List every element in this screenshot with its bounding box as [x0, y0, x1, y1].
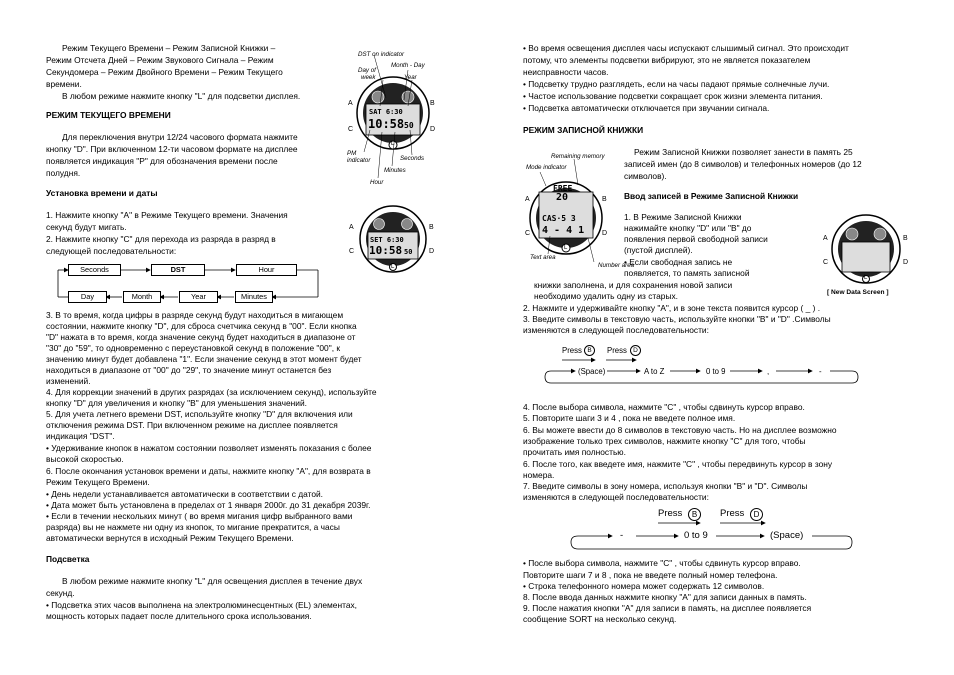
setting-step: автоматически вернутся в исходный Режим Текущего Времени.	[46, 533, 294, 543]
button-c-label: C	[823, 259, 829, 266]
button-l-label: L	[391, 141, 395, 147]
lcd-day-date: SAT 6:30	[369, 108, 403, 116]
entry-step: (пустой дисплей).	[624, 245, 693, 255]
label-mode-indicator: Mode indicator	[526, 164, 567, 171]
entry-step: 3. Введите символы в текстовую часть, используйте кнопки "B" и "D" .Символы	[523, 314, 831, 324]
entry-step: прочитать имя полностью.	[523, 447, 626, 457]
setting-step: 4. Для коррекции значений в других разрядах (за исключением секунд), используйте	[46, 387, 377, 397]
time-mode-line: полудня.	[46, 168, 81, 178]
button-l-label: L	[564, 245, 568, 251]
setting-step: • Удерживание кнопок в нажатом состоянии позволяет изменять показания с более	[46, 443, 372, 453]
button-a-label: A	[348, 100, 353, 107]
label-number-area: Number area	[598, 262, 635, 269]
button-b-label: B	[430, 100, 435, 107]
setting-step: кнопку "D" для увеличения и кнопку "B" для уменьшения значений.	[46, 398, 307, 408]
notebook-line: записей имен (до 8 символов) и телефонных номеров (до 12	[624, 159, 862, 169]
intro-line: Секундомера – Режим Двойного Времени – Режим Текущего	[46, 67, 283, 77]
light-line: мощность которых падает после длительного срока использования.	[46, 611, 312, 621]
setting-step: индикация "DST".	[46, 431, 115, 441]
entry-step: изменяются в следующей последовательности:	[523, 492, 709, 502]
entry-step: изменяются в следующей последовательности:	[523, 325, 709, 335]
heading-entry: Ввод записей в Режиме Записной Книжки	[624, 191, 799, 201]
flow-dst: DST	[151, 264, 205, 276]
entry-step: необходимо удалить одну из старых.	[534, 291, 679, 301]
seq1-button-d: D	[630, 345, 641, 356]
seq2-space: (Space)	[770, 530, 804, 541]
label-day-of-week: week	[361, 74, 376, 81]
final-step: 9. После нажатия кнопки "A" для записи в память, на дисплее появляется	[523, 603, 812, 613]
entry-step: 4. После выбора символа, нажмите "C" , чтобы сдвинуть курсор вправо.	[523, 402, 805, 412]
light-bullet: потому, что элементы подсветки вибрируют, это не является показателем	[523, 55, 811, 65]
entry-step: 6. После того, как введете имя, нажмите "C" , чтобы передвинуть курсор в зону	[523, 459, 833, 469]
setting-step: разряда) вы не нажмете ни одну из кнопок, то мигание прекратится, а часы	[46, 522, 340, 532]
notebook-line: Режим Записной Книжки позволяет занести в память 25	[634, 147, 853, 157]
seq2-dash: -	[620, 530, 624, 541]
label-year: Year	[404, 74, 417, 81]
final-step: Повторите шаги 7 и 8 , пока не введете полный номер телефона.	[523, 570, 778, 580]
lcd-time: 10:58	[368, 117, 405, 131]
flow-day: Day	[68, 291, 107, 303]
setting-step: 3. В то время, когда цифры в разряде секунд будут находиться в мигающем	[46, 310, 344, 320]
entry-step: 7. Введите символы в зону номера, используя кнопки "B" и "D". Символы	[523, 481, 808, 491]
entry-step: появления первой свободной записи	[624, 234, 768, 244]
setting-step: • День недели устанавливается автоматически в соответствии с датой.	[46, 489, 324, 499]
entry-step: появляется, то память записной	[624, 268, 750, 278]
entry-step: 5. Повторите шаги 3 и 4 , пока не введете полное имя.	[523, 413, 736, 423]
light-line: секунд.	[46, 588, 75, 598]
setting-step: отключения режима DST. При включенном режиме на дисплее появляется	[46, 420, 338, 430]
setting-step: "30" до "59", то одновременно с переустановкой секунд в положение "00", к	[46, 343, 341, 353]
heading-notebook: РЕЖИМ ЗАПИСНОЙ КНИЖКИ	[523, 125, 644, 135]
light-bullet: • Во время освещения дисплея часы испускают слышимый сигнал. Это происходит	[523, 43, 849, 53]
seq2-0-to-9: 0 to 9	[684, 530, 708, 541]
light-line: • Подсветка этих часов выполнена на электролюминесцентных (EL) элементах,	[46, 600, 358, 610]
seq1-button-b: B	[584, 345, 595, 356]
seq2-button-d: D	[750, 508, 763, 521]
setting-step: • Дата может быть установлена в пределах от 1 января 2000г. до 31 декабря 2039г.	[46, 500, 371, 510]
seq1-0-to-9: 0 to 9	[706, 367, 726, 376]
light-bullet: неисправности часов.	[523, 67, 609, 77]
seq1-a-to-z: A to Z	[644, 367, 665, 376]
lcd-time: 10:58	[369, 244, 403, 257]
lcd-seconds: 50	[404, 121, 414, 130]
entry-step: 6. Вы можете ввести до 8 символов в текстовую часть. Но на дисплее возможно	[523, 425, 837, 435]
seq1-comma: ,	[767, 367, 770, 376]
light-bullet: • Частое использование подсветки сокращает срок жизни элемента питания.	[523, 91, 823, 101]
button-l-label: L	[864, 275, 868, 281]
seq2-button-b: B	[688, 508, 701, 521]
setting-step: высокой скоростью.	[46, 454, 124, 464]
button-c-label: C	[525, 230, 531, 237]
heading-time-mode: РЕЖИМ ТЕКУЩЕГО ВРЕМЕНИ	[46, 110, 171, 120]
lcd-seconds: 50	[404, 248, 413, 256]
button-c-label: C	[348, 126, 354, 133]
setting-step: 1. Нажмите кнопку "A" в Режиме Текущего времени. Значения	[46, 210, 288, 220]
entry-step: изображение только трех символов, нажмите кнопку "C" для того, чтобы	[523, 436, 806, 446]
label-dst-on: DST on indicator	[358, 51, 405, 58]
light-bullet: • Подсветка автоматически отключается при звучании сигнала.	[523, 103, 770, 113]
seq1-press-label: Press	[562, 346, 582, 355]
heading-light: Подсветка	[46, 554, 90, 564]
flow-minutes: Minutes	[235, 291, 273, 303]
flow-month: Month	[123, 291, 161, 303]
lcd-text: CAS·5 3	[542, 214, 576, 223]
time-mode-line: кнопку "D". При включенном 12-ти часовом формате на дисплее	[46, 144, 298, 154]
entry-step: 1. В Режиме Записной Книжки	[624, 212, 742, 222]
setting-step: • Если в течении нескольких минут ( во время мигания цифр выбранного вами	[46, 511, 353, 521]
flow-hour: Hour	[236, 264, 297, 276]
lcd-free: FREE	[553, 184, 573, 193]
button-d-label: D	[429, 248, 435, 255]
time-mode-line: появляется индикация "P" для обозначения времени после	[46, 156, 278, 166]
heading-setting: Установка времени и даты	[46, 188, 158, 198]
final-step: • Строка телефонного номера может содержать 12 символов.	[523, 581, 765, 591]
notebook-line: символов).	[624, 171, 667, 181]
label-day-of-week: Day of	[358, 67, 376, 74]
final-step: • После выбора символа, нажмите "C" , чтобы сдвинуть курсор вправо.	[523, 558, 801, 568]
label-minutes: Minutes	[384, 167, 406, 174]
setting-step: 5. Для учета летнего времени DST, используйте кнопку "D" для включения или	[46, 409, 353, 419]
flow-seconds: Seconds	[68, 264, 121, 276]
seq2-press-label: Press	[720, 508, 745, 519]
setting-step: Режим Текущего Времени.	[46, 477, 150, 487]
button-c-label: C	[349, 248, 355, 255]
label-pm: PM	[347, 150, 357, 157]
label-month-day: Month - Day	[391, 62, 425, 69]
button-b-label: B	[602, 196, 607, 203]
light-line: В любом режиме нажмите кнопку "L" для освещения дисплея в течение двух	[62, 576, 363, 586]
label-pm: indicator	[347, 157, 371, 164]
setting-step: значению минут будет добавлена "1". Если значение секунд в этот момент будет	[46, 354, 362, 364]
setting-step: изменений.	[46, 376, 91, 386]
setting-step: находиться в диапазоне от "00" до "29", то значение минут останется без	[46, 365, 332, 375]
label-remaining-memory: Remaining memory	[551, 153, 605, 160]
intro-line: В любом режиме нажмите кнопку "L" для подсветки дисплея.	[62, 91, 301, 101]
label-text-area: Text area	[530, 254, 556, 261]
intro-line: Режим Отсчета Дней – Режим Звукового Сигнала – Режим	[46, 55, 274, 65]
flow-year: Year	[179, 291, 218, 303]
seq2-press-label: Press	[658, 508, 683, 519]
button-b-label: B	[903, 235, 908, 242]
intro-line: времени.	[46, 79, 82, 89]
setting-step: 6. После окончания установок времени и даты, нажмите кнопку "A", для возврата в	[46, 466, 371, 476]
entry-step: нажимайте кнопку "D" или "B" до	[624, 223, 752, 233]
final-step: сообщение SORT на несколько секунд.	[523, 614, 677, 624]
entry-step: книжки заполнена, и для сохранения новой записи	[534, 280, 733, 290]
seq1-space: (Space)	[578, 367, 606, 376]
setting-step: следующей последовательности:	[46, 246, 177, 256]
button-a-label: A	[349, 224, 354, 231]
button-d-label: D	[903, 259, 909, 266]
seq1-dash: -	[819, 367, 822, 376]
button-d-label: D	[430, 126, 436, 133]
lcd-memory-count: 20	[556, 192, 569, 203]
entry-step: номера.	[523, 470, 555, 480]
button-l-label: L	[391, 264, 395, 270]
final-step: 8. После ввода данных нажмите кнопку "A" для записи данных в память.	[523, 592, 807, 602]
setting-step: 2. Нажмите кнопку "C" для перехода из разряда в разряд в	[46, 234, 276, 244]
lcd-number: 4 - 4 1	[542, 225, 585, 236]
seq1-press-label: Press	[607, 346, 627, 355]
setting-step: "D" нажата в то время, когда значение секунд будет находиться в диапазоне от	[46, 332, 356, 342]
entry-step: • Если свободная запись не	[624, 257, 733, 267]
intro-line: Режим Текущего Времени – Режим Записной Книжки –	[62, 43, 276, 53]
button-a-label: A	[525, 196, 530, 203]
setting-step: секунд будут мигать.	[46, 222, 127, 232]
light-bullet: • Подсветку трудно разглядеть, если на часы падают прямые солнечные лучи.	[523, 79, 830, 89]
time-mode-line: Для переключения внутри 12/24 часового формата нажмите	[62, 132, 298, 142]
entry-step: 2. Нажмите и удерживайте кнопку "A", и в зоне текста появится курсор ( _ ) .	[523, 303, 821, 313]
label-hour: Hour	[370, 179, 384, 186]
label-seconds: Seconds	[400, 155, 425, 162]
button-d-label: D	[602, 230, 608, 237]
button-a-label: A	[823, 235, 828, 242]
lcd-set-date: SET 6:30	[370, 236, 404, 244]
new-data-screen-label: [ New Data Screen ]	[827, 289, 889, 296]
button-b-label: B	[429, 224, 434, 231]
setting-step: состоянии, нажмите кнопку "D", для сброса счетчика секунд в "00". Если кнопка	[46, 321, 357, 331]
